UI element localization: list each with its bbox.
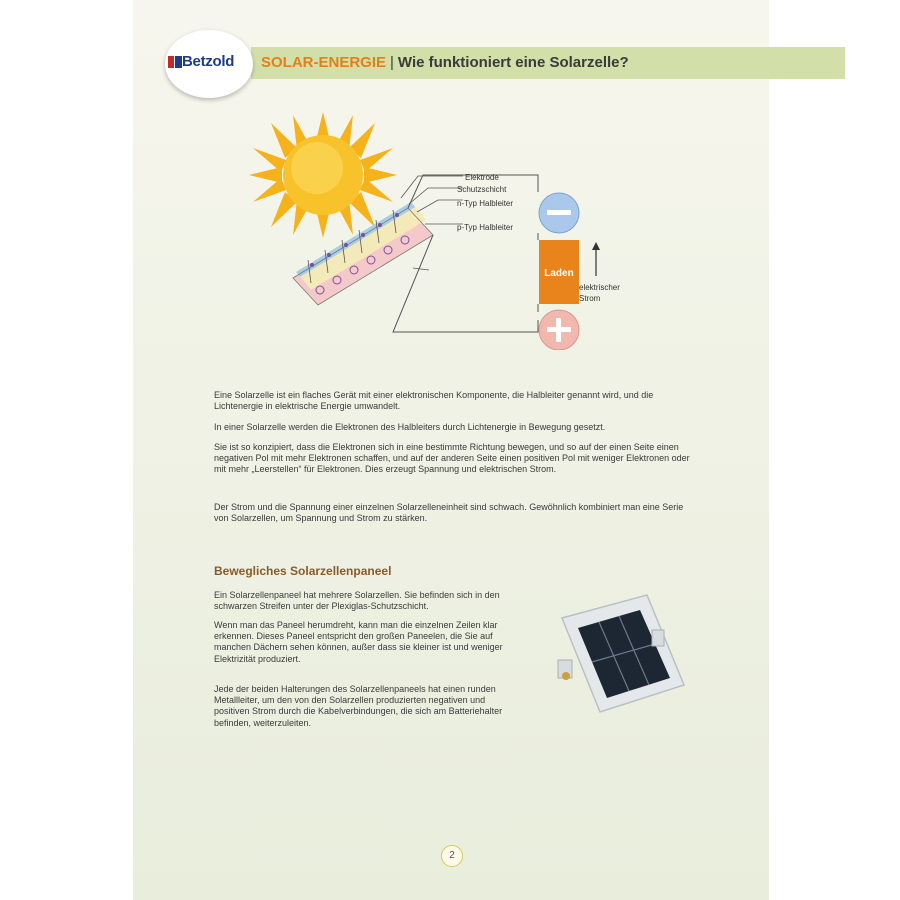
solar-cell-diagram bbox=[133, 100, 653, 350]
label-electrode: Elektrode bbox=[465, 173, 499, 182]
section-paragraph-1: Ein Solarzellenpaneel hat mehrere Solarzellen. Sie befinden sich in den schwarzen Streifen unter der Plexiglas-Schutzschicht. bbox=[214, 590, 500, 612]
charge-box bbox=[539, 240, 579, 304]
page-number: 2 bbox=[441, 845, 463, 867]
title-text: Wie funktioniert eine Solarzelle? bbox=[397, 54, 629, 71]
section-heading: Bewegliches Solarzellenpaneel bbox=[214, 564, 392, 578]
negative-pole-icon bbox=[539, 193, 579, 233]
section-paragraph-2: Wenn man das Paneel herumdreht, kann man die einzelnen Zeilen klar erkennen. Dieses Paneel entspricht den großen Paneelen, die Sie auf manchen Dächern sehen können, außer dass sie kleiner ist und weniger Elektrizität produziert. bbox=[214, 620, 503, 664]
page-title bbox=[261, 54, 629, 71]
label-current-line1: elektrischer bbox=[579, 283, 620, 292]
brand-logo-mark-icon bbox=[168, 56, 182, 68]
sun-icon bbox=[249, 112, 397, 238]
title-separator: | bbox=[390, 54, 394, 71]
label-n-type: n-Typ Halbleiter bbox=[457, 199, 514, 208]
positive-pole-icon bbox=[539, 310, 579, 350]
label-p-type: p-Typ Halbleiter bbox=[457, 223, 514, 232]
current-arrow-icon bbox=[592, 242, 600, 276]
charge-label: Laden bbox=[544, 268, 574, 279]
brand-name: Betzold bbox=[182, 53, 235, 70]
label-current-line2: Strom bbox=[579, 294, 601, 303]
label-protective-layer: Schutzschicht bbox=[457, 185, 507, 194]
intro-paragraph-1: Eine Solarzelle ist ein flaches Gerät mit einer elektronischen Komponente, die Halbleiter genannt wird, und die Lichtenergie in elektrische Energie umwandelt. bbox=[214, 390, 654, 412]
solar-panel-image bbox=[552, 590, 692, 720]
title-kicker: SOLAR-ENERGIE bbox=[261, 54, 387, 71]
intro-paragraph-3: Sie ist so konzipiert, dass die Elektronen sich in eine bestimmte Richtung bewegen, und so auf der einen Seite einen negativen Pol mit mehr Elektronen schaffen, und auf der anderen Seite einen positiven Pol mit weniger Elektronen oder mit mehr „Leerstellen“ für Elektronen. Dies erzeugt Spannung und elektrischen Strom. bbox=[214, 442, 690, 475]
section-paragraph-3: Jede der beiden Halterungen des Solarzellenpaneels hat einen runden Metallleiter, um den von den Solarzellen produzierten negativen und positiven Strom durch die Kabelverbindungen, die sich am Batteriehalter befinden, weiterzuleiten. bbox=[214, 684, 503, 728]
intro-paragraph-2: In einer Solarzelle werden die Elektronen des Halbleiters durch Lichtenergie in Bewegung gesetzt. bbox=[214, 422, 606, 432]
intro-paragraph-4: Der Strom und die Spannung einer einzelnen Solarzelleneinheit sind schwach. Gewöhnlich kombiniert man eine Serie von Solarzellen, um Spannung und Strom zu stärken. bbox=[214, 502, 684, 524]
solar-cell-layers bbox=[293, 202, 433, 305]
